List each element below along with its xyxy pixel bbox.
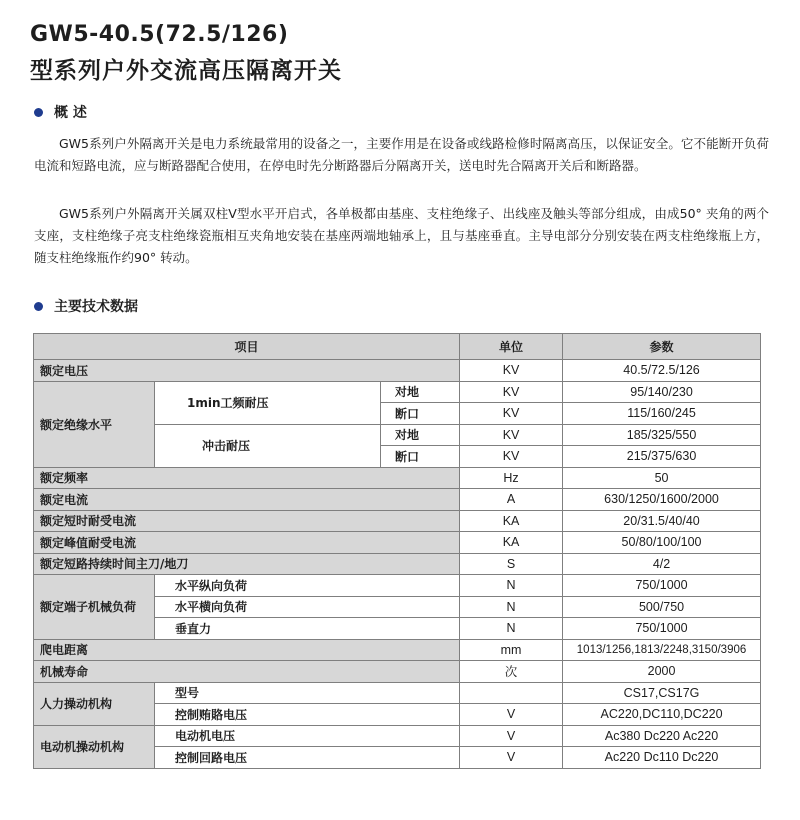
row-value: 1013/1256,1813/2248,3150/3906: [563, 639, 761, 661]
row-value: Ac380 Dc220 Ac220: [563, 725, 761, 747]
row-unit: N: [460, 618, 563, 640]
header-item: 项目: [34, 334, 460, 360]
row-unit: KV: [460, 424, 563, 446]
row-unit: S: [460, 553, 563, 575]
row-subsublabel: 断口: [381, 446, 460, 468]
bullet-dot-icon: [34, 108, 43, 117]
row-value: AC220,DC110,DC220: [563, 704, 761, 726]
row-unit: V: [460, 725, 563, 747]
table-row: [34, 553, 761, 575]
row-sublabel: 型号: [155, 682, 460, 704]
row-value: 4/2: [563, 553, 761, 575]
row-sublabel: 水平横向负荷: [155, 596, 460, 618]
bullet-dot-icon: [34, 302, 43, 311]
header-unit: 单位: [460, 334, 563, 360]
row-sublabel: 电动机电压: [155, 725, 460, 747]
row-value: 95/140/230: [563, 381, 761, 403]
row-sublabel: 垂直力: [155, 618, 460, 640]
table-row: [34, 639, 761, 661]
row-value: 115/160/245: [563, 403, 761, 425]
row-sublabel: 冲击耐压: [155, 424, 381, 467]
row-unit: A: [460, 489, 563, 511]
row-subsublabel: 对地: [381, 424, 460, 446]
specs-section-heading: [34, 296, 138, 316]
spec-table-header: [34, 334, 761, 360]
product-name-title: 型系列户外交流高压隔离开关: [30, 58, 342, 84]
table-row: [34, 510, 761, 532]
row-label: 额定短路持续时间主刀/地刀: [34, 553, 460, 575]
table-row: [34, 575, 761, 597]
row-value: 185/325/550: [563, 424, 761, 446]
header-value: 参数: [563, 334, 761, 360]
row-value: 750/1000: [563, 575, 761, 597]
row-value: 750/1000: [563, 618, 761, 640]
row-value: CS17,CS17G: [563, 682, 761, 704]
table-row: [34, 360, 761, 382]
table-row: [34, 661, 761, 683]
row-label: 电动机操动机构: [34, 725, 155, 768]
row-label: 人力操动机构: [34, 682, 155, 725]
row-unit: N: [460, 596, 563, 618]
row-sublabel: 控制回路电压: [155, 747, 460, 769]
table-row: [34, 467, 761, 489]
row-unit: V: [460, 747, 563, 769]
row-label: 额定电压: [34, 360, 460, 382]
row-unit: 次: [460, 661, 563, 683]
overview-paragraph-2: GW5系列户外隔离开关属双柱V型水平开启式，各单极都由基座、支柱绝缘子、出线座及触头等部分组成，由成50° 夹角的两个支座，支柱绝缘子亮支柱绝缘瓷瓶相互夹角地安装在基座两端地轴承上，且与基座垂直。主导电部分分别安装在两支柱绝缘瓶上方，随支柱绝缘瓶作约90° 转动。: [34, 206, 769, 265]
overview-section-heading: [34, 102, 87, 122]
row-value: 2000: [563, 661, 761, 683]
row-label: 额定端子机械负荷: [34, 575, 155, 640]
row-value: 20/31.5/40/40: [563, 510, 761, 532]
row-unit: [460, 682, 563, 704]
table-row: [34, 489, 761, 511]
row-unit: Hz: [460, 467, 563, 489]
row-value: 50/80/100/100: [563, 532, 761, 554]
row-label: 额定绝缘水平: [34, 381, 155, 467]
overview-paragraph-1: GW5系列户外隔离开关是电力系统最常用的设备之一，主要作用是在设备或线路检修时隔离高压，以保证安全。它不能断开负荷电流和短路电流，应与断路器配合使用，在停电时先分断路器后分隔离开关，送电时先合隔离开关后和断路器。: [34, 136, 769, 173]
row-label: 额定峰值耐受电流: [34, 532, 460, 554]
row-value: 40.5/72.5/126: [563, 360, 761, 382]
row-sublabel: 水平纵向负荷: [155, 575, 460, 597]
table-row: [34, 725, 761, 747]
row-unit: V: [460, 704, 563, 726]
row-label: 机械寿命: [34, 661, 460, 683]
product-model-title: GW5-40.5(72.5/126): [30, 22, 289, 47]
row-unit: mm: [460, 639, 563, 661]
row-label: 额定频率: [34, 467, 460, 489]
row-subsublabel: 断口: [381, 403, 460, 425]
overview-heading-text: 概 述: [54, 105, 87, 121]
row-value: Ac220 Dc110 Dc220: [563, 747, 761, 769]
row-subsublabel: 对地: [381, 381, 460, 403]
row-unit: KA: [460, 510, 563, 532]
row-unit: KV: [460, 403, 563, 425]
row-unit: KV: [460, 381, 563, 403]
row-unit: N: [460, 575, 563, 597]
row-label: 额定电流: [34, 489, 460, 511]
row-label: 额定短时耐受电流: [34, 510, 460, 532]
table-row: [34, 682, 761, 704]
row-value: 630/1250/1600/2000: [563, 489, 761, 511]
row-value: 50: [563, 467, 761, 489]
row-sublabel: 控制贿賂电压: [155, 704, 460, 726]
row-unit: KA: [460, 532, 563, 554]
table-row: [34, 532, 761, 554]
row-value: 500/750: [563, 596, 761, 618]
row-label: 爬电距离: [34, 639, 460, 661]
row-sublabel: 1min工频耐压: [155, 381, 381, 424]
row-unit: KV: [460, 446, 563, 468]
row-value: 215/375/630: [563, 446, 761, 468]
spec-table: [33, 333, 761, 769]
row-unit: KV: [460, 360, 563, 382]
specs-heading-text: 主要技术数据: [54, 299, 138, 315]
table-row: [34, 381, 761, 403]
